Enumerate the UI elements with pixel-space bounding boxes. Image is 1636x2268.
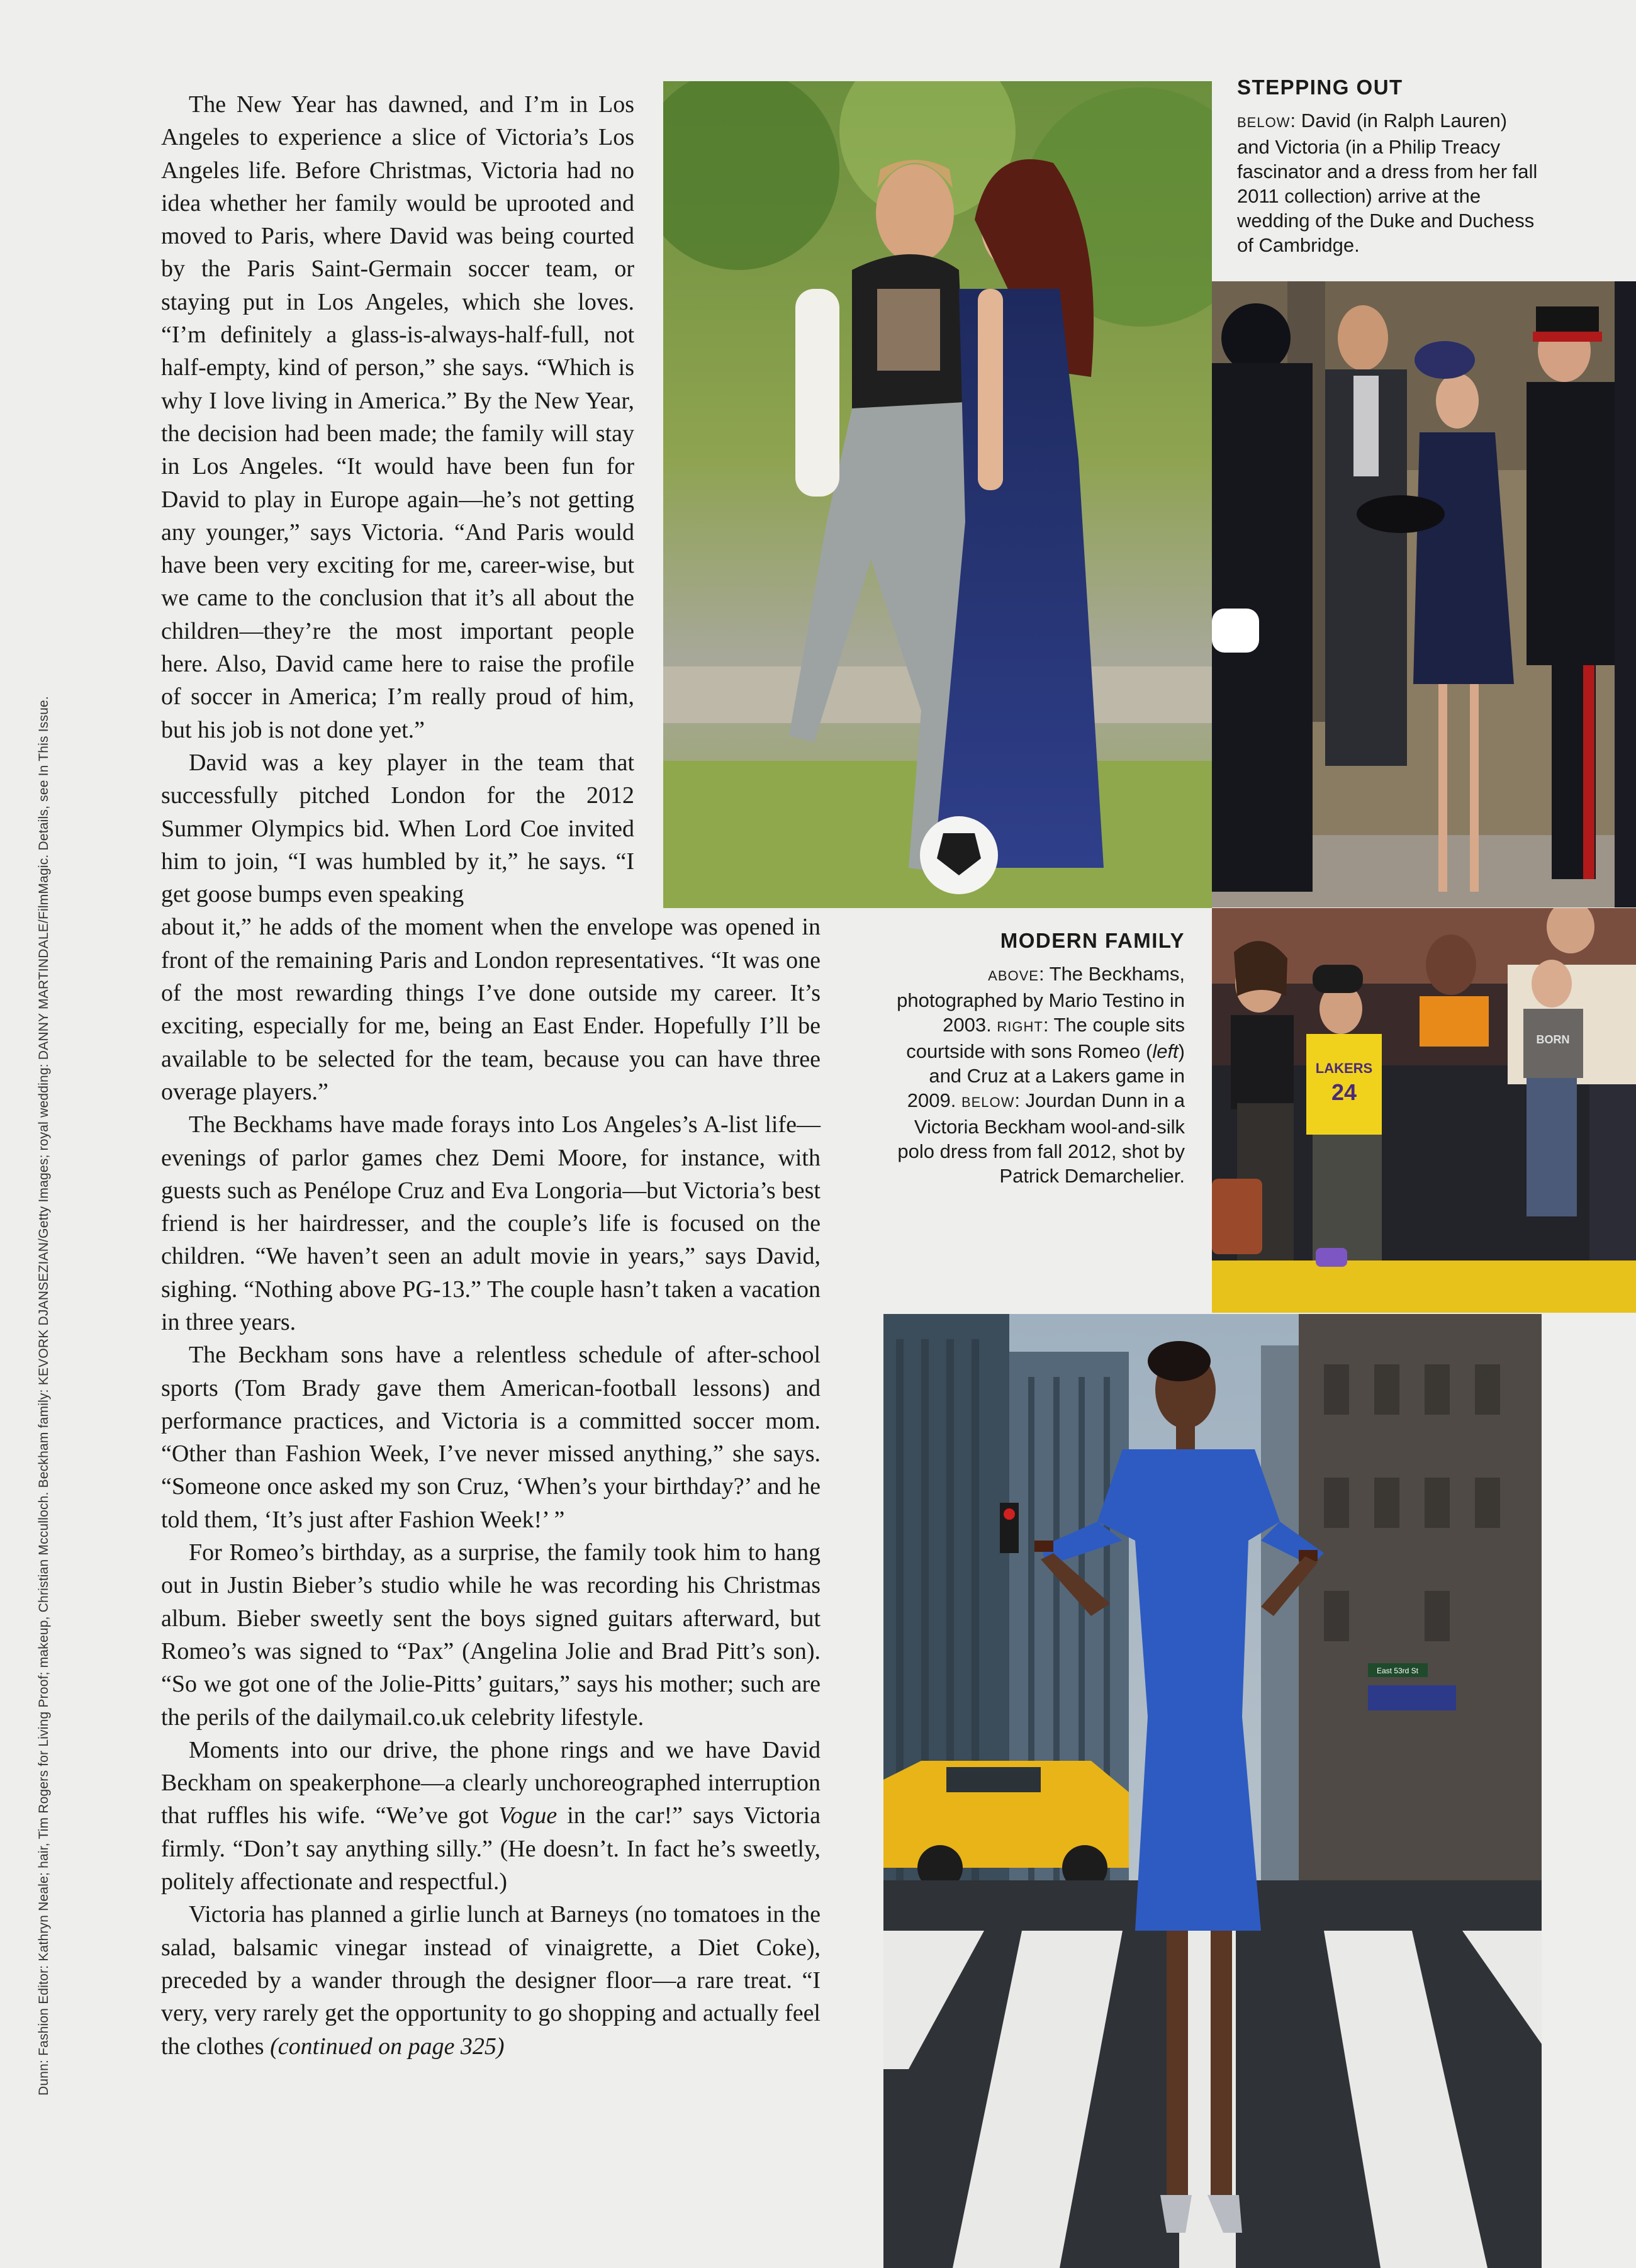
article-paragraph-3: The Beckhams have made forays into Los Angeles’s A-list life—evenings of parlor games chez Demi Moore, for instance, with guests such as Penélope Cruz and Eva Longoria—but Victoria’s best friend is her hairdresser, and the couple’s life is focused on the children. “We haven’t seen an adult movie in years,” says David, sighing. “Nothing above PG-13.” The couple hasn’t taken a vacation in three years. [161, 1111, 821, 1335]
photo-royal-wedding [1212, 281, 1636, 907]
caption-stepping-out-heading: STEPPING OUT [1237, 76, 1403, 99]
shirt-text: BORN [1536, 1033, 1570, 1046]
article-paragraph-7 [161, 1898, 821, 2062]
article-paragraph-4: The Beckham sons have a relentless schedule of after-school sports (Tom Brady gave them American-football lessons) and performance practices, and Victoria is a committed soccer mom. “Other than Fashion Week, I’ve never missed anything,” she says. “Someone once asked my son Cruz, ‘When’s your birthday?’ and he told them, ‘It’s just after Fashion Week!’ ” [161, 1342, 821, 1533]
caption-mf-text1: : The Beckhams, photographed by Mario Testino in 2003. [897, 963, 1185, 1036]
continued-on-page: (continued on page 325) [270, 2033, 505, 2060]
article-paragraph-5: For Romeo’s birthday, as a surprise, the family took him to hang out in Justin Bieber’s studio while he was recording his Christmas album. Bieber sweetly sent the boys signed guitars afterward, but Romeo’s was signed to “Pax” (Angelina Jolie and Brad Pitt’s son). “So we got one of the Jolie-Pitts’ guitars,” says his mother; such are the perils of the dailymail.co.uk celebrity lifestyle. [161, 1539, 821, 1731]
lakers-jersey-text: LAKERS [1315, 1060, 1373, 1076]
photo-jourdan-dunn [883, 1314, 1542, 2268]
paragraph-6-part-2: in the car!” says Victoria firmly. “Don’t say anything silly.” (He doesn’t. In fact he’s sweetly, politely affectionate and respectful.) [161, 1802, 821, 1895]
jersey-number-text: 24 [1331, 1079, 1357, 1105]
article-body [161, 88, 821, 2063]
caption-modern-family-text [894, 962, 1185, 1188]
caption-above-label: ABOVE [988, 968, 1039, 984]
article-paragraph-2b: about it,” he adds of the moment when the envelope was opened in front of the remaining Paris and London representatives. “It was one of the most rewarding things I’ve done outside my career. It’s exciting, especially for me, being an East Ender. Hopefully I’ll be available to be selected for the team, because you can have three overage players.” [161, 914, 821, 1105]
paragraph-6-part-1: Moments into our drive, the phone rings and we have David Beckham on speakerphone—a clearly unchoreographed interruption that ruffles his wife. “We’ve got [161, 1736, 821, 1829]
caption-mf-text2: : The couple sits courtside with sons Romeo ( [906, 1014, 1185, 1062]
caption-stepping-out-text [1237, 108, 1539, 257]
article-paragraph-6 [161, 1734, 821, 1898]
caption-mf-text3: ) and Cruz at a Lakers game in 2009. [907, 1040, 1185, 1111]
caption-left-word: left [1152, 1040, 1179, 1062]
caption-mf-text4: : Jourdan Dunn in a Victoria Beckham wool-and-silk polo dress from fall 2012, shot by Patrick Demarchelier. [897, 1089, 1185, 1187]
caption-below-label-2: BELOW [961, 1094, 1015, 1110]
caption-below-label: BELOW [1237, 115, 1291, 130]
caption-right-label: RIGHT [997, 1019, 1043, 1035]
caption-modern-family [894, 929, 1185, 1188]
photo-credits: Dunn: Fashion Editor: Kathryn Neale; hair, Tim Rogers for Living Proof; makeup, Christian Mcculloch. Beckham family: KEVORK DJANSEZIAN/Getty Images; royal wedding: DANNY MARTINDALE/FilmMagic. Details, see In This Issue. [36, 696, 51, 2096]
photo-lakers-courtside [1212, 908, 1636, 1313]
caption-stepping-out [1237, 76, 1539, 257]
article-paragraph-2a: David was a key player in the team that successfully pitched London for the 2012 Summer Olympics bid. When Lord Coe invited him to join, “I was humbled by it,” he says. “I get goose bumps even speaking [161, 749, 634, 908]
vogue-title: Vogue [498, 1802, 557, 1829]
caption-modern-family-heading: MODERN FAMILY [1000, 929, 1185, 952]
paragraph-7-text: Victoria has planned a girlie lunch at Barneys (no tomatoes in the salad, balsamic vinegar instead of vinaigrette, a Diet Coke), preceded by a wander through the designer floor—a rare treat. “I very, very rarely get the opportunity to go shopping and actually feel the clothes [161, 1901, 821, 2060]
article-paragraph-1: The New Year has dawned, and I’m in Los Angeles to experience a slice of Victoria’s Los Angeles life. Before Christmas, Victoria had no idea whether her family would be uprooted and moved to Paris, where David was being courted by the Paris Saint-Germain soccer team, or staying put in Los Angeles, which she loves. “I’m definitely a glass-is-always-half-full, not half-empty, kind of person,” she says. “Which is why I love living in America.” By the New Year, the decision had been made; the family will stay in Los Angeles. “It would have been fun for David to play in Europe again—he’s not getting any younger,” says Victoria. “And Paris would have been very exciting for me, career-wise, but we came to the conclusion that it’s all about the children—they’re the most important people here. Also, David came here to raise the profile of soccer in America; I’m really proud of him, but his job is not done yet.” [161, 91, 634, 743]
street-sign-text: East 53rd St [1376, 1666, 1419, 1675]
caption-stepping-out-body: : David (in Ralph Lauren) and Victoria (in a Philip Treacy fascinator and a dress from her fall 2011 collection) arrive at the wedding of the Duke and Duchess of Cambridge. [1237, 109, 1538, 256]
